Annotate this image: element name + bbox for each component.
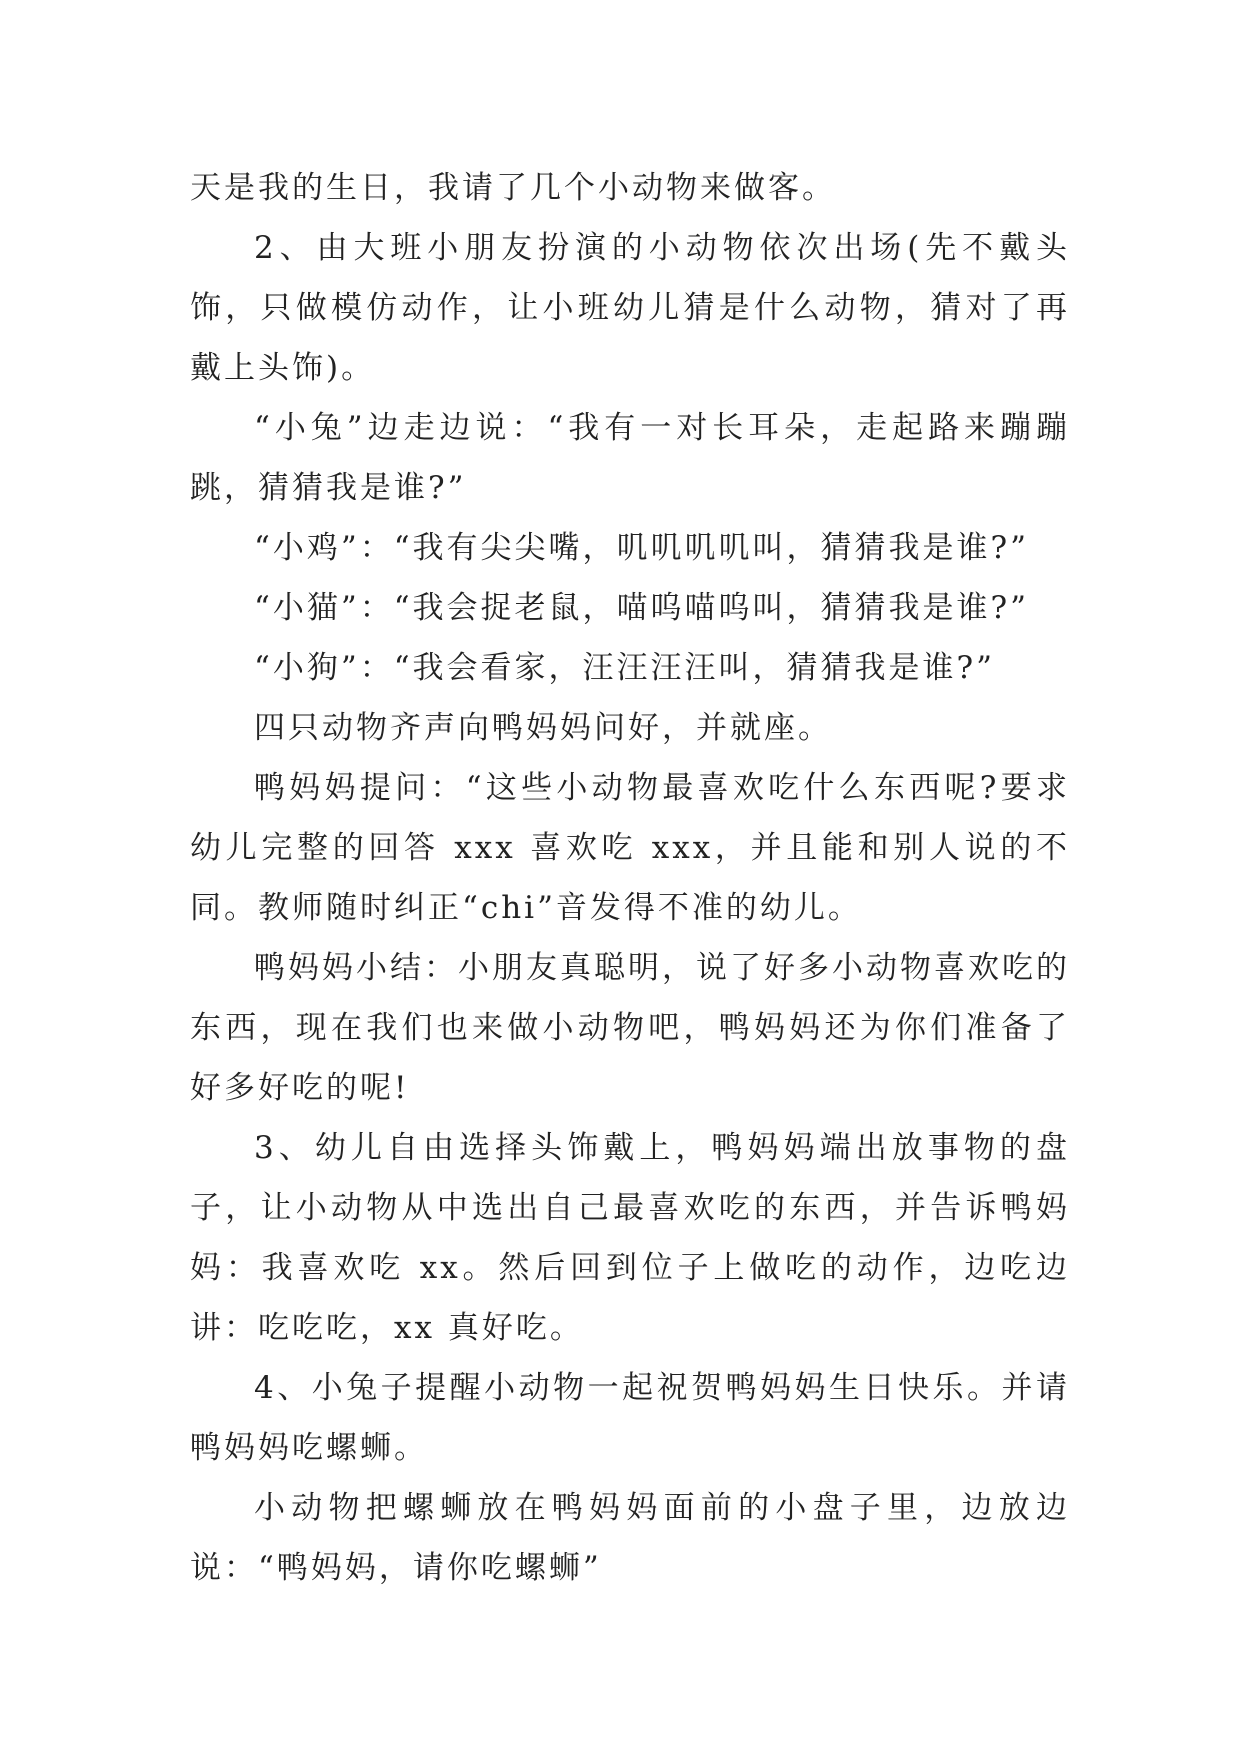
paragraph-1: 天是我的生日，我请了几个小动物来做客。	[190, 170, 836, 206]
document-body	[190, 158, 1070, 1598]
paragraph-10: 3、幼儿自由选择头饰戴上，鸭妈妈端出放事物的盘子，让小动物从中选出自己最喜欢吃的东西，并告诉鸭妈妈：我喜欢吃 xx。然后回到位子上做吃的动作，边吃边讲：吃吃吃，xx 真好吃。	[190, 1130, 1070, 1346]
paragraph-8: 鸭妈妈提问：“这些小动物最喜欢吃什么东西呢?要求幼儿完整的回答 xxx 喜欢吃 xxx，并且能和别人说的不同。教师随时纠正“chi”音发得不准的幼儿。	[190, 770, 1070, 926]
paragraph-11: 4、小兔子提醒小动物一起祝贺鸭妈妈生日快乐。并请鸭妈妈吃螺蛳。	[190, 1370, 1070, 1466]
paragraph-3: “小兔”边走边说：“我有一对长耳朵，走起路来蹦蹦跳，猜猜我是谁?”	[190, 410, 1070, 506]
paragraph-6: “小狗”：“我会看家，汪汪汪汪叫，猜猜我是谁?”	[254, 650, 996, 686]
paragraph-9: 鸭妈妈小结：小朋友真聪明，说了好多小动物喜欢吃的东西，现在我们也来做小动物吧，鸭妈妈还为你们准备了好多好吃的呢!	[190, 950, 1070, 1106]
paragraph-7: 四只动物齐声向鸭妈妈问好，并就座。	[254, 710, 832, 746]
paragraph-12: 小动物把螺蛳放在鸭妈妈面前的小盘子里，边放边说：“鸭妈妈，请你吃螺蛳”	[190, 1490, 1070, 1586]
paragraph-4: “小鸡”：“我有尖尖嘴，叽叽叽叽叫，猜猜我是谁?”	[254, 530, 1030, 566]
paragraph-2: 2、由大班小朋友扮演的小动物依次出场(先不戴头饰，只做模仿动作，让小班幼儿猜是什么动物，猜对了再戴上头饰)。	[190, 230, 1070, 386]
paragraph-5: “小猫”：“我会捉老鼠，喵呜喵呜叫，猜猜我是谁?”	[254, 590, 1030, 626]
